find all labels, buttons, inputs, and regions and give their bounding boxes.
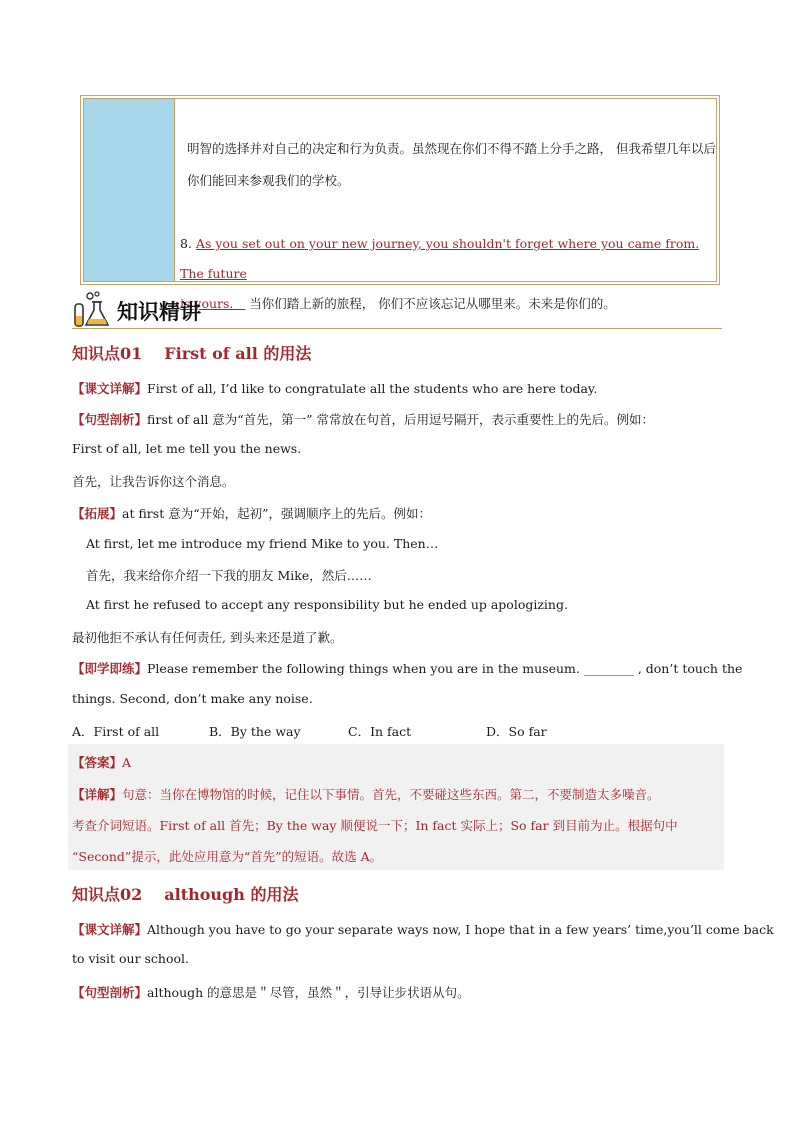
kp1-ext-ex1-en: At first, let me introduce my friend Mike to you. Then… [86, 536, 439, 551]
kp2-analysis-label: 【句型剖析】 [72, 985, 148, 1000]
kp1-detail-line [72, 785, 732, 803]
kp1-option-b: B．By the way [209, 724, 301, 739]
kp1-option-a: A．First of all [72, 724, 160, 739]
kp2-text-2: to visit our school. [72, 951, 190, 966]
kp1-detail-2: 考查介词短语。First of all 首先；By the way 顺便说一下；In fact 实际上；So far 到目前为止。根据句中 [72, 818, 678, 833]
sentence-en-2: is yours. [180, 296, 234, 311]
kp1-option-d: D．So far [486, 724, 547, 739]
sentence-en-1: As you set out on your new journey, you shouldn't forget where you came from. The future [180, 236, 700, 281]
kp2-number: 知识点02 [72, 885, 143, 904]
kp1-ext-ex1-cn: 首先，我来给你介绍一下我的朋友 Mike，然后…… [86, 568, 372, 583]
kp1-ext: at first 意为“开始，起初”，强调顺序上的先后。例如： [122, 506, 431, 521]
kp1-option-c: C．In fact [348, 724, 412, 739]
kp1-analysis-line [72, 410, 732, 428]
kp1-title [72, 341, 311, 364]
kp1-ext-ex2-cn: 最初他拒不承认有任何责任, 到头来还是道了歉。 [72, 630, 343, 645]
kp1-practice-line [72, 659, 743, 677]
kp1-practice-2: things. Second, don’t make any noise. [72, 691, 313, 706]
kp1-detail-3: “Second”提示，此处应用意为“首先”的短语。故选 A。 [72, 849, 383, 864]
kp1-example-en: First of all, let me tell you the news. [72, 441, 302, 456]
kp1-answer-line [72, 753, 732, 771]
kp1-practice-label: 【即学即练】 [72, 661, 148, 676]
cn-paragraph: 明智的选择并对自己的决定和行为负责。虽然现在你们不得不踏上分手之路， 但我希望几年以后你们能回来参观我们的学校。 [187, 141, 716, 188]
section-title: 知识精讲 [117, 300, 201, 324]
kp2-title [72, 882, 298, 905]
kp1-detail-1: 句意：当你在博物馆的时候，记住以下事情。首先，不要碰这些东西。第二，不要制造太多噪音。 [122, 787, 660, 802]
kp1-analysis-label: 【句型剖析】 [72, 412, 148, 427]
flask-icon [72, 290, 112, 328]
kp1-ext-line [72, 504, 732, 522]
kp2-text-line [72, 920, 774, 938]
kp2-analysis: although 的意思是＂尽管，虽然＂，引导让步状语从句。 [147, 985, 470, 1000]
kp1-name: First of all 的用法 [164, 344, 312, 363]
top-table [80, 95, 720, 311]
section-header [72, 290, 722, 329]
kp1-ext-ex2-en: At first he refused to accept any responsibility but he ended up apologizing. [86, 597, 568, 612]
kp1-text-line [72, 379, 732, 397]
sentence-number: 8. [180, 236, 192, 251]
kp2-analysis-line [72, 983, 732, 1001]
kp2-text-1: Although you have to go your separate ways now, I hope that in a few years’ time,you’ll come back [147, 922, 774, 937]
kp1-example-cn: 首先，让我告诉你这个消息。 [72, 474, 235, 489]
table-left-cell [84, 99, 175, 281]
kp1-analysis: first of all 意为“首先，第一” 常常放在句首，后用逗号隔开，表示重要性上的先后。例如： [147, 412, 655, 427]
kp1-answer-label: 【答案】 [72, 755, 123, 770]
kp1-text-label: 【课文详解】 [72, 381, 148, 396]
kp1-text: First of all, I’d like to congratulate all the students who are here today. [147, 381, 598, 396]
table-right-cell [175, 99, 716, 311]
kp1-ext-label: 【拓展】 [72, 506, 123, 521]
top-table-inner [83, 98, 717, 311]
kp1-answer: A [122, 755, 132, 770]
sentence-cn: 当你们踏上新的旅程， 你们不应该忘记从哪里来。未来是你们的。 [249, 296, 616, 311]
kp2-text-label: 【课文详解】 [72, 922, 148, 937]
kp1-practice-1: Please remember the following things when you are in the museum. ________ , don’t touch the [147, 661, 743, 676]
kp2-name: although 的用法 [164, 885, 299, 904]
kp1-detail-label: 【详解】 [72, 787, 123, 802]
kp1-number: 知识点01 [72, 344, 143, 363]
